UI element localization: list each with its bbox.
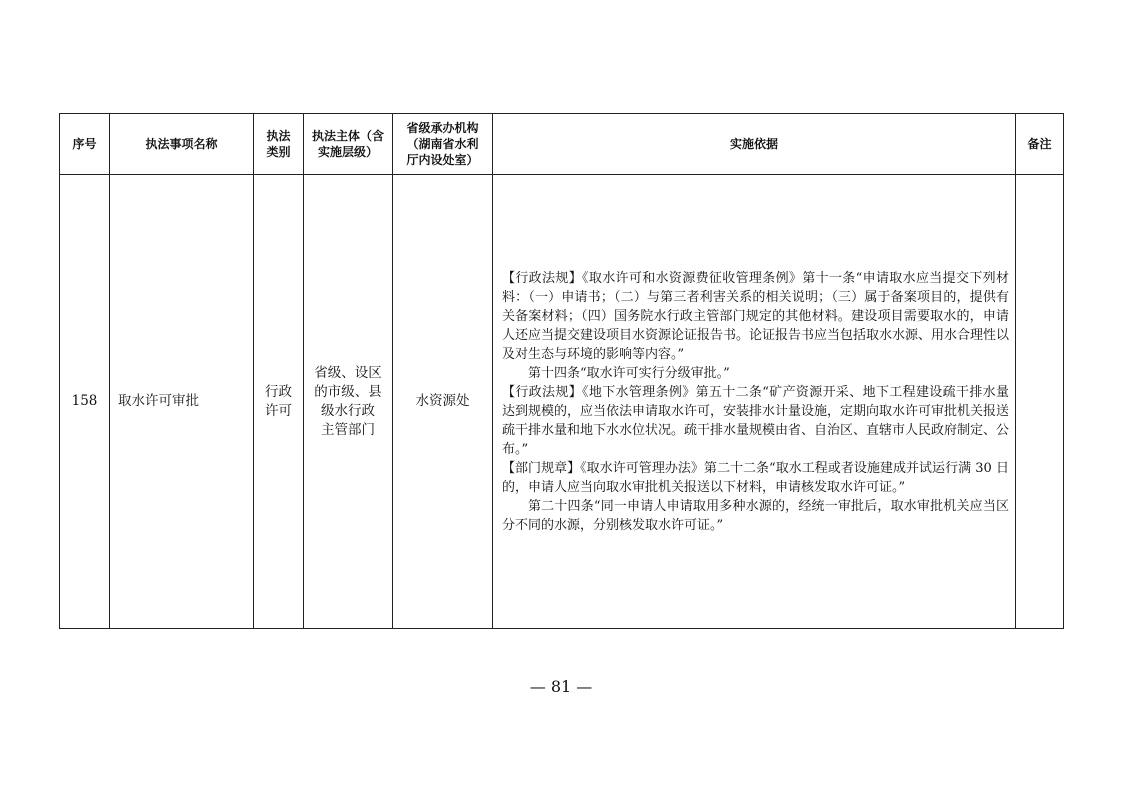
basis-paragraph: 第二十四条“同一申请人申请取用多种水源的，经统一审批后，取水审批机关应当区分不同的水源，分别核发取水许可证。” [502, 498, 1009, 533]
header-seq-label: 序号 [72, 137, 97, 151]
table-body [60, 175, 1064, 629]
basis-paragraph: 【行政法规】《取水许可和水资源费征收管理条例》第十一条“申请取水应当提交下列材料：（一）申请书；（二）与第三者利害关系的相关说明；（三）属于备案项目的，提供有关备案材料；（四）国务院水行政主管部门规定的其他材料。建设项目需要取水的，申请人还应当提交建设项目水资源论证报告书。论证报告书应当包括取水水源、用水合理性以及对生态与环境的影响等内容。” [502, 270, 1010, 362]
basis-paragraph: 【部门规章】《取水许可管理办法》第二十二条“取水工程或者设施建成并试运行满 30 日的，申请人应当向取水审批机关报送以下材料，申请核发取水许可证。” [502, 460, 1009, 495]
table-header [60, 114, 1064, 175]
cell-office: 水资源处 [393, 175, 493, 629]
enforcement-items-table [59, 113, 1064, 629]
category-lines [265, 383, 292, 421]
subject-lines [314, 364, 382, 440]
header-seq [60, 114, 110, 175]
cell-basis [493, 175, 1016, 629]
header-subject [304, 114, 393, 175]
header-item-name-label: 执法事项名称 [145, 137, 218, 151]
subject-line: 主管部门 [321, 421, 375, 438]
header-category-label: 执法类别 [266, 129, 291, 159]
header-office [393, 114, 493, 175]
header-item-name [110, 114, 254, 175]
header-note-label: 备注 [1027, 137, 1052, 151]
basis-paragraph: 【行政法规】《地下水管理条例》第五十二条“矿产资源开采、地下工程建设疏干排水量达到规模的，应当依法申请取水许可，安装排水计量设施，定期向取水许可审批机关报送疏干排水量和地下水水位状况。疏干排水量规模由省、自治区、直辖市人民政府制定、公布。” [502, 384, 1010, 457]
subject-line: 省级、设区 [314, 364, 382, 381]
basis-paragraph: 第十四条“取水许可实行分级审批。” [528, 365, 730, 381]
category-line: 行政 [265, 383, 292, 400]
header-office-label: 省级承办机构（湖南省水利厅内设处室） [406, 121, 479, 167]
header-basis [493, 114, 1016, 175]
header-note [1016, 114, 1064, 175]
cell-category [254, 175, 304, 629]
header-category [254, 114, 304, 175]
table-row [60, 175, 1064, 629]
header-subject-label: 执法主体（含实施层级） [311, 129, 384, 159]
category-line: 许可 [265, 402, 292, 419]
header-row [60, 114, 1064, 175]
header-basis-label: 实施依据 [729, 137, 778, 151]
subject-line: 的市级、县 [314, 383, 382, 400]
cell-subject [304, 175, 393, 629]
cell-seq: 158 [60, 175, 110, 629]
page-number: — 81 — [529, 677, 593, 696]
cell-note [1016, 175, 1064, 629]
subject-line: 级水行政 [321, 402, 375, 419]
cell-item-name: 取水许可审批 [110, 175, 254, 629]
